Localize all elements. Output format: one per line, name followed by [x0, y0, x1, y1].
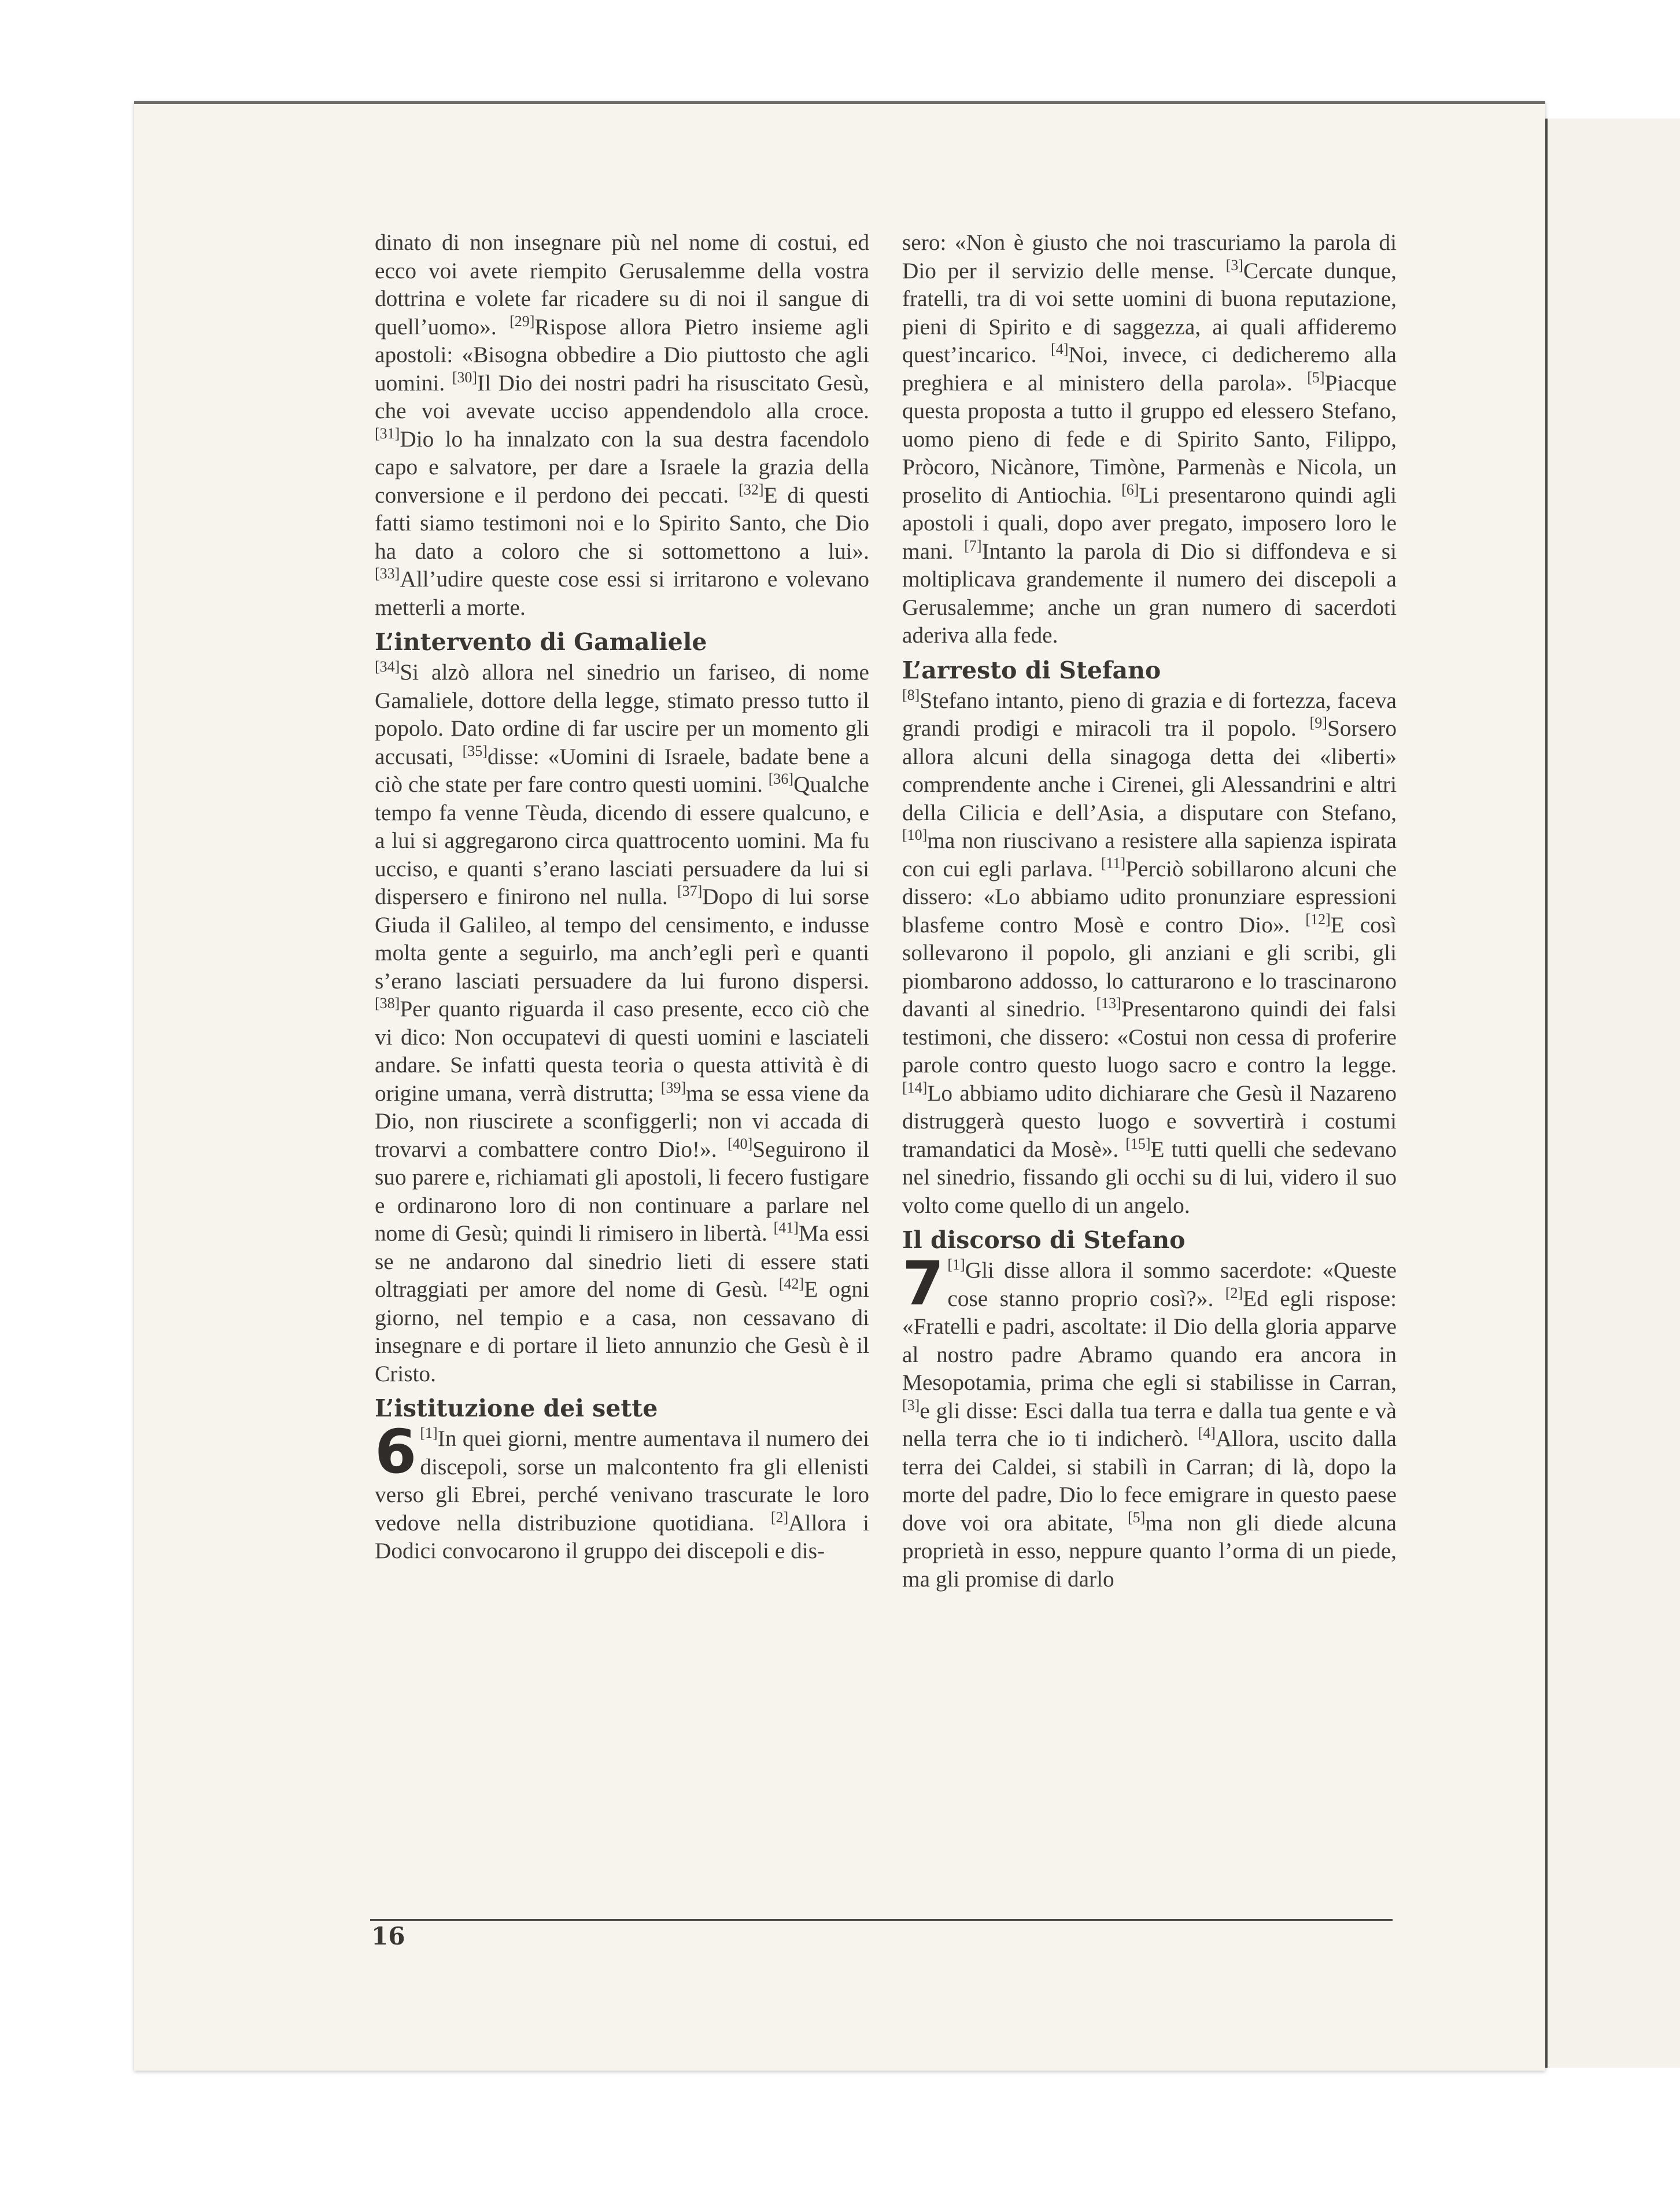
verse-number: [12]: [1305, 910, 1331, 928]
verse-text: Li presentarono quindi agli apostoli i quali, dopo aver pregato, imposero loro le mani.: [902, 482, 1397, 564]
verse-text: Intanto la parola di Dio si diffondeva e si moltiplicava grandemente il numero dei discepoli a Gerusalemme; anche un gran numero di sacerdoti aderiva alla fede.: [902, 538, 1397, 648]
verse-number: [41]: [773, 1219, 799, 1236]
verse-number: [36]: [768, 770, 794, 787]
verse-text: Noi, invece, ci dedicheremo alla preghiera e al ministero della parola».: [902, 342, 1397, 396]
paragraph: [902, 687, 1397, 1220]
verse-text: e gli disse: Esci dalla tua terra e dalla tua gente e và nella terra che io ti indicherò.: [902, 1397, 1397, 1451]
chapter-number: 6: [375, 1416, 417, 1487]
paragraph: [902, 228, 1397, 650]
verse-text: E ogni giorno, nel tempio e a casa, non cessavano di insegnare e di portare il lieto annunzio che Gesù è il Cristo.: [375, 1276, 869, 1386]
verse-number: [30]: [452, 368, 478, 386]
verse-number: [32]: [739, 481, 764, 498]
verse-text: Piacque questa proposta a tutto il gruppo ed elessero Stefano, uomo pieno di fede e di Spirito Santo, Filippo, Pròcoro, Nicànore, Timòne, Parmenàs e Nicola, un proselito di Antiochia.: [902, 370, 1397, 508]
verse-number: [2]: [1225, 1284, 1243, 1301]
chapter-number: 7: [902, 1248, 944, 1319]
verse-text: Dopo di lui sorse Giuda il Galileo, al tempo del censimento, e indusse molta gente a seguirlo, ma anch’egli perì e quanti s’erano lasciati persuadere da lui furono dispersi.: [375, 884, 869, 994]
verse-text: Ed egli rispose: «Fratelli e padri, ascoltate: il Dio della gloria apparve al nostro padre Abramo quando era ancora in Mesopotamia, prima che egli si stabilisse in Carran,: [902, 1285, 1397, 1395]
verse-text: ma non riuscivano a resistere alla sapienza ispirata con cui egli parlava.: [902, 828, 1397, 881]
verse-text: E di questi fatti siamo testimoni noi e lo Spirito Santo, che Dio ha dato a coloro che si sottomettono a lui».: [375, 482, 869, 564]
verse-text: Allora i Dodici convocarono il gruppo dei discepoli e dis-: [375, 1510, 870, 1563]
verse-text: Si alzò allora nel sinedrio un fariseo, di nome Gamaliele, dottore della legge, stimato presso tutto il popolo. Dato ordine di far uscire per un momento gli accusati,: [375, 659, 869, 769]
verse-number: [5]: [1127, 1508, 1146, 1526]
paragraph: [375, 1416, 870, 1565]
verse-number: [2]: [770, 1508, 789, 1526]
verse-text: Perciò sobillarono alcuni che dissero: «Lo abbiamo udito pronunziare espressioni blasfeme contro Mosè e contro Dio».: [902, 855, 1397, 938]
footer-rule: [370, 1919, 1393, 1921]
verse-text: Dio lo ha innalzato con la sua destra facendolo capo e salvatore, per dare a Israele la grazia della conversione e il perdono dei peccati.: [375, 426, 869, 508]
right-column: [902, 228, 1397, 1593]
section-heading: Il discorso di Stefano: [902, 1226, 1186, 1254]
verse-number: [40]: [727, 1135, 753, 1152]
section-heading: L’arresto di Stefano: [902, 656, 1161, 684]
verse-text: All’udire queste cose essi si irritarono e volevano metterli a morte.: [375, 566, 869, 620]
verse-number: [3]: [1225, 256, 1243, 274]
verse-text: In quei giorni, mentre aumentava il numero dei discepoli, sorse un malcontento fra gli ellenisti verso gli Ebrei, perché venivano trascurate le loro vedove nella distribuzione quotidiana.: [375, 1426, 869, 1536]
verse-text: dinato di non insegnare più nel nome di costui, ed ecco voi avete riempito Gerusalemme della vostra dottrina e volete far ricadere su di noi il sangue di quell’uomo».: [375, 230, 869, 340]
verse-number: [10]: [902, 827, 928, 843]
verse-number: [8]: [902, 686, 920, 703]
verse-text: disse: «Uomini di Israele, badate bene a ciò che state per fare contro questi uomini.: [375, 743, 869, 797]
verse-text: Presentarono quindi dei falsi testimoni, che dissero: «Costui non cessa di proferire parole contro questo luogo sacro e contro la legge.: [902, 996, 1397, 1078]
verse-number: [15]: [1125, 1135, 1151, 1152]
verse-number: [11]: [1101, 854, 1126, 872]
verse-number: [42]: [778, 1275, 804, 1292]
verse-text: Per quanto riguarda il caso presente, ecco ciò che vi dico: Non occupatevi di questi uomini e lasciateli andare. Se infatti questa teoria o questa attività è di origine umana, verrà distrutta;: [375, 996, 869, 1106]
page-number: 16: [371, 1922, 405, 1950]
left-column: [375, 228, 869, 1565]
verse-number: [1]: [420, 1425, 438, 1441]
verse-text: Stefano intanto, pieno di grazia e di fortezza, faceva grandi prodigi e miracoli tra il popolo.: [902, 687, 1397, 741]
verse-number: [39]: [660, 1079, 686, 1096]
verse-number: [4]: [1198, 1425, 1216, 1441]
verse-number: [13]: [1096, 995, 1121, 1012]
verse-text: Allora, uscito dalla terra dei Caldei, si stabilì in Carran; di là, dopo la morte del padre, Dio lo fece emigrare in questo paese dove voi ora abitate,: [902, 1426, 1397, 1536]
paragraph: [902, 1248, 1397, 1593]
verse-number: [3]: [902, 1396, 920, 1414]
verse-text: Gli disse allora il sommo sacerdote: «Queste cose stanno proprio così?».: [947, 1257, 1397, 1311]
verse-number: [35]: [462, 742, 488, 759]
verse-text: ma se essa viene da Dio, non riuscirete a sconfiggerli; non vi accada di trovarvi a combattere contro Dio!».: [375, 1080, 869, 1162]
section-heading: L’intervento di Gamaliele: [375, 628, 707, 656]
verse-number: [33]: [375, 565, 400, 582]
paragraph: [375, 228, 869, 621]
verse-number: [5]: [1307, 368, 1325, 386]
verse-text: Seguirono il suo parere e, richiamati gli apostoli, li fecero fustigare e ordinarono loro di non continuare a parlare nel nome di Gesù; quindi li rimisero in libertà.: [375, 1136, 869, 1246]
verse-text: Sorsero allora alcuni della sinagoga detta dei «liberti» comprendente anche i Cirenei, gli Alessandrini e altri della Cilicia e dell’Asia, a disputare con Stefano,: [902, 715, 1397, 825]
verse-number: [34]: [375, 658, 400, 675]
verse-number: [14]: [902, 1079, 928, 1096]
verse-number: [4]: [1051, 341, 1069, 357]
verse-number: [7]: [964, 537, 982, 554]
verse-number: [38]: [375, 995, 400, 1012]
verse-text: Ma essi se ne andarono dal sinedrio lieti di essere stati oltraggiati per amore del nome di Gesù.: [375, 1220, 870, 1302]
verse-number: [1]: [947, 1256, 965, 1273]
verse-text: Cercate dunque, fratelli, tra di voi sette uomini di buona reputazione, pieni di Spirito e di saggezza, ai quali affideremo quest’incarico.: [902, 257, 1397, 367]
verse-number: [29]: [509, 312, 535, 330]
verse-text: ma non gli diede alcuna proprietà in esso, neppure quanto l’orma di un piede, ma gli promise di darlo: [902, 1510, 1397, 1592]
verse-number: [31]: [375, 425, 400, 442]
verse-text: Lo abbiamo udito dichiarare che Gesù il Nazareno distruggerà questo luogo e sovvertirà i costumi tramandatici da Mosè».: [902, 1080, 1397, 1162]
verse-number: [37]: [677, 883, 703, 899]
verse-text: Rispose allora Pietro insieme agli apostoli: «Bisogna obbedire a Dio piuttosto che agli uomini.: [375, 313, 869, 396]
paragraph: [375, 658, 869, 1388]
verse-number: [9]: [1309, 714, 1327, 731]
verse-text: E così sollevarono il popolo, gli anziani e gli scribi, gli piombarono addosso, lo catturarono e lo trascinarono davanti al sinedrio.: [902, 912, 1397, 1021]
verse-number: [6]: [1121, 481, 1139, 498]
verse-text: sero: «Non è giusto che noi trascuriamo la parola di Dio per il servizio delle mense.: [902, 230, 1397, 283]
verse-text: E tutti quelli che sedevano nel sinedrio, fissando gli occhi su di lui, videro il suo volto come quello di un angelo.: [902, 1136, 1397, 1218]
verse-text: Qualche tempo fa venne Tèuda, dicendo di essere qualcuno, e a lui si aggregarono circa quattrocento uomini. Ma fu ucciso, e quanti s’erano lasciati persuadere da lui si dispersero e finirono nel nulla.: [375, 772, 869, 909]
verse-text: Il Dio dei nostri padri ha risuscitato Gesù, che voi avevate ucciso appendendolo alla croce.: [375, 370, 869, 423]
section-heading: L’istituzione dei sette: [375, 1394, 658, 1422]
facing-page-edge: [1545, 119, 1680, 2068]
